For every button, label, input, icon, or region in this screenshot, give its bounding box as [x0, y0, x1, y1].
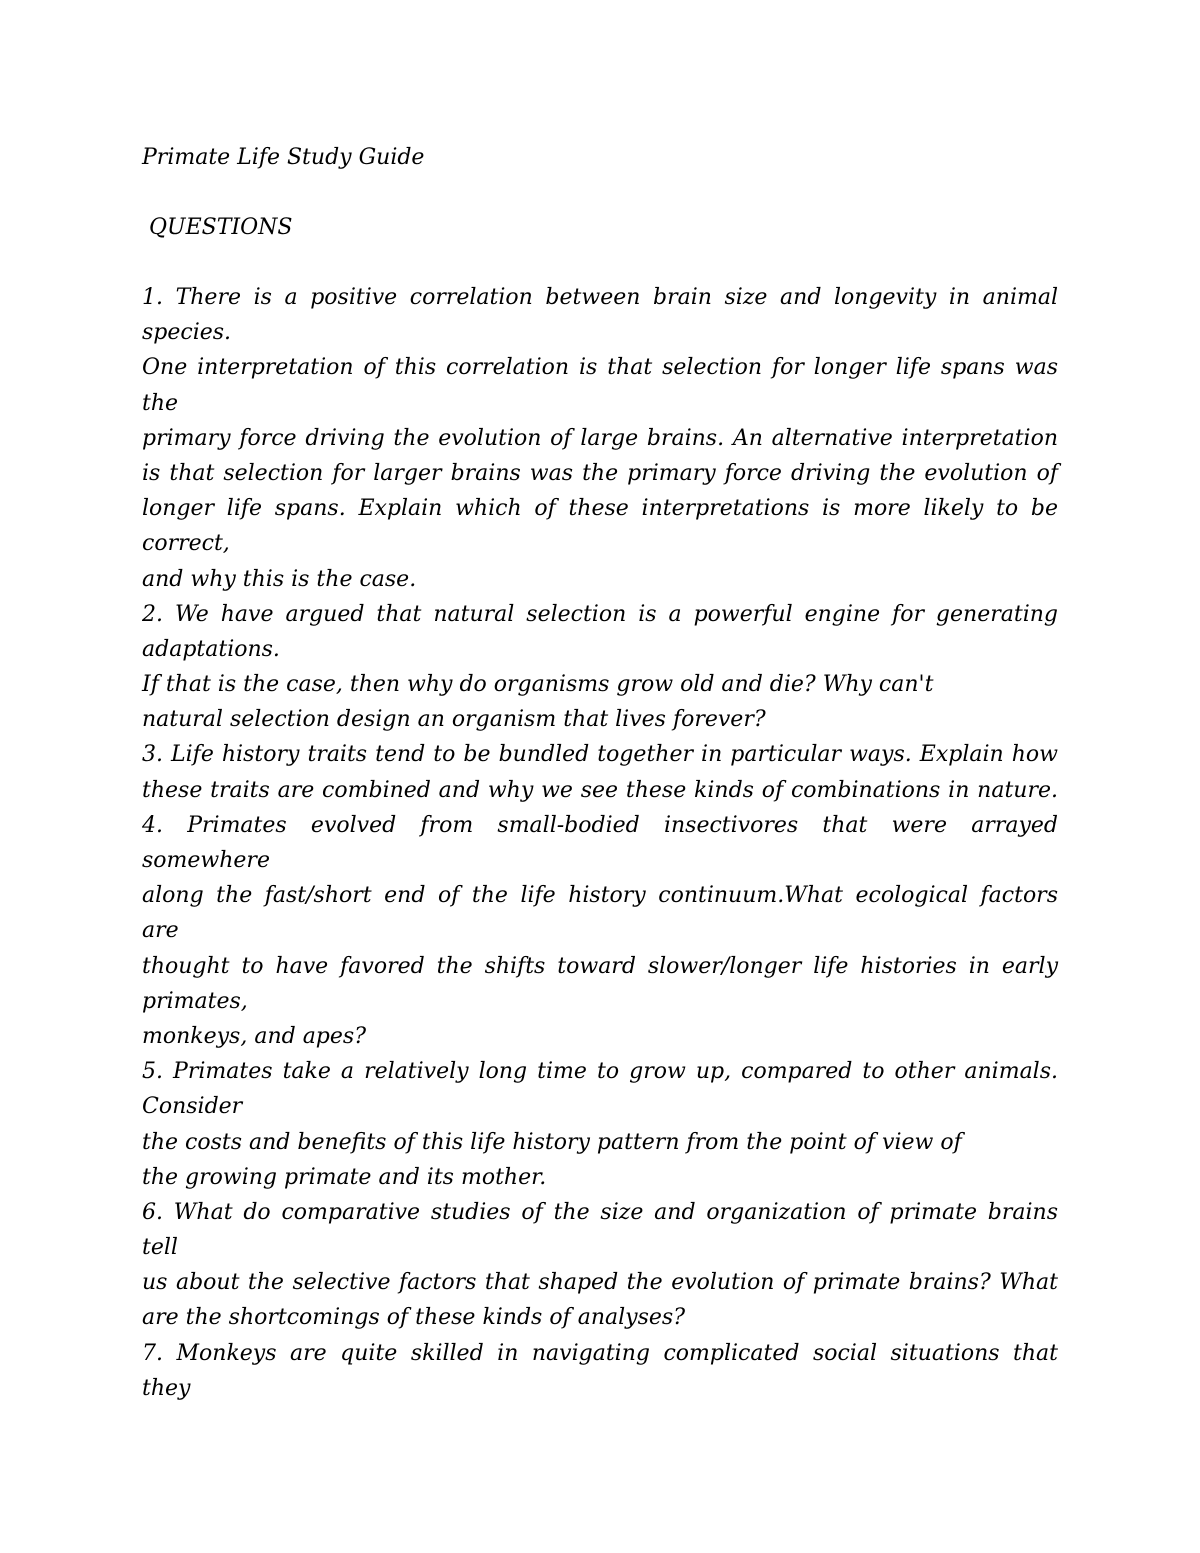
- text-line: 1. There is a positive correlation between brain size and longevity in animal: [142, 285, 1058, 310]
- text-line: natural selection design an organism that lives forever?: [142, 707, 766, 733]
- text-line: 2. We have argued that natural selection is a powerful engine for generating: [142, 601, 1058, 627]
- text-line: Consider: [142, 1094, 243, 1120]
- text-line: primates,: [142, 988, 248, 1014]
- text-line: the: [142, 390, 179, 416]
- text-line: they: [142, 1375, 191, 1401]
- text-line: are: [142, 918, 179, 944]
- text-line: the growing primate and its mother.: [142, 1164, 547, 1190]
- text-line: tell: [142, 1235, 178, 1261]
- questions-body: [142, 280, 1058, 1406]
- text-line: monkeys, and apes?: [142, 1023, 366, 1049]
- text-line: 6. What do comparative studies of the size and organization of primate brains: [142, 1199, 1058, 1225]
- text-line: and why this is the case.: [142, 566, 417, 592]
- text-line: 7. Monkeys are quite skilled in navigating complicated social situations that: [142, 1340, 1058, 1366]
- text-line: correct,: [142, 531, 230, 557]
- text-line: 5. Primates take a relatively long time to grow up, compared to other animals.: [142, 1059, 1058, 1085]
- text-line: are the shortcomings of these kinds of analyses?: [142, 1305, 685, 1331]
- text-line: 3. Life history traits tend to be bundled together in particular ways. Explain how: [142, 742, 1058, 768]
- text-line: thought to have favored the shifts toward slower/longer life histories in early: [142, 953, 1058, 979]
- text-line: If that is the case, then why do organisms grow old and die? Why can't: [142, 672, 934, 698]
- text-line: longer life spans. Explain which of these interpretations is more likely to be: [142, 496, 1058, 522]
- text-line: us about the selective factors that shaped the evolution of primate brains? What: [142, 1270, 1058, 1296]
- text-line: these traits are combined and why we see these kinds of combinations in nature.: [142, 777, 1058, 803]
- text-line: somewhere: [142, 848, 270, 873]
- text-line: primary force driving the evolution of large brains. An alternative interpretation: [142, 425, 1058, 451]
- text-line: adaptations.: [142, 636, 280, 662]
- text-line: along the fast/short end of the life history continuum.What ecological factors: [142, 883, 1058, 909]
- text-line: the costs and benefits of this life history pattern from the point of view of: [142, 1129, 962, 1155]
- text-line: One interpretation of this correlation is that selection for longer life spans was: [142, 355, 1058, 381]
- text-line: 4. Primates evolved from small-bodied insectivores that were arrayed: [142, 812, 1058, 838]
- section-heading: QUESTIONS: [149, 215, 293, 240]
- text-line: is that selection for larger brains was the primary force driving the evolution of: [142, 460, 1058, 486]
- document-title: Primate Life Study Guide: [142, 145, 425, 170]
- text-line: species.: [142, 320, 232, 346]
